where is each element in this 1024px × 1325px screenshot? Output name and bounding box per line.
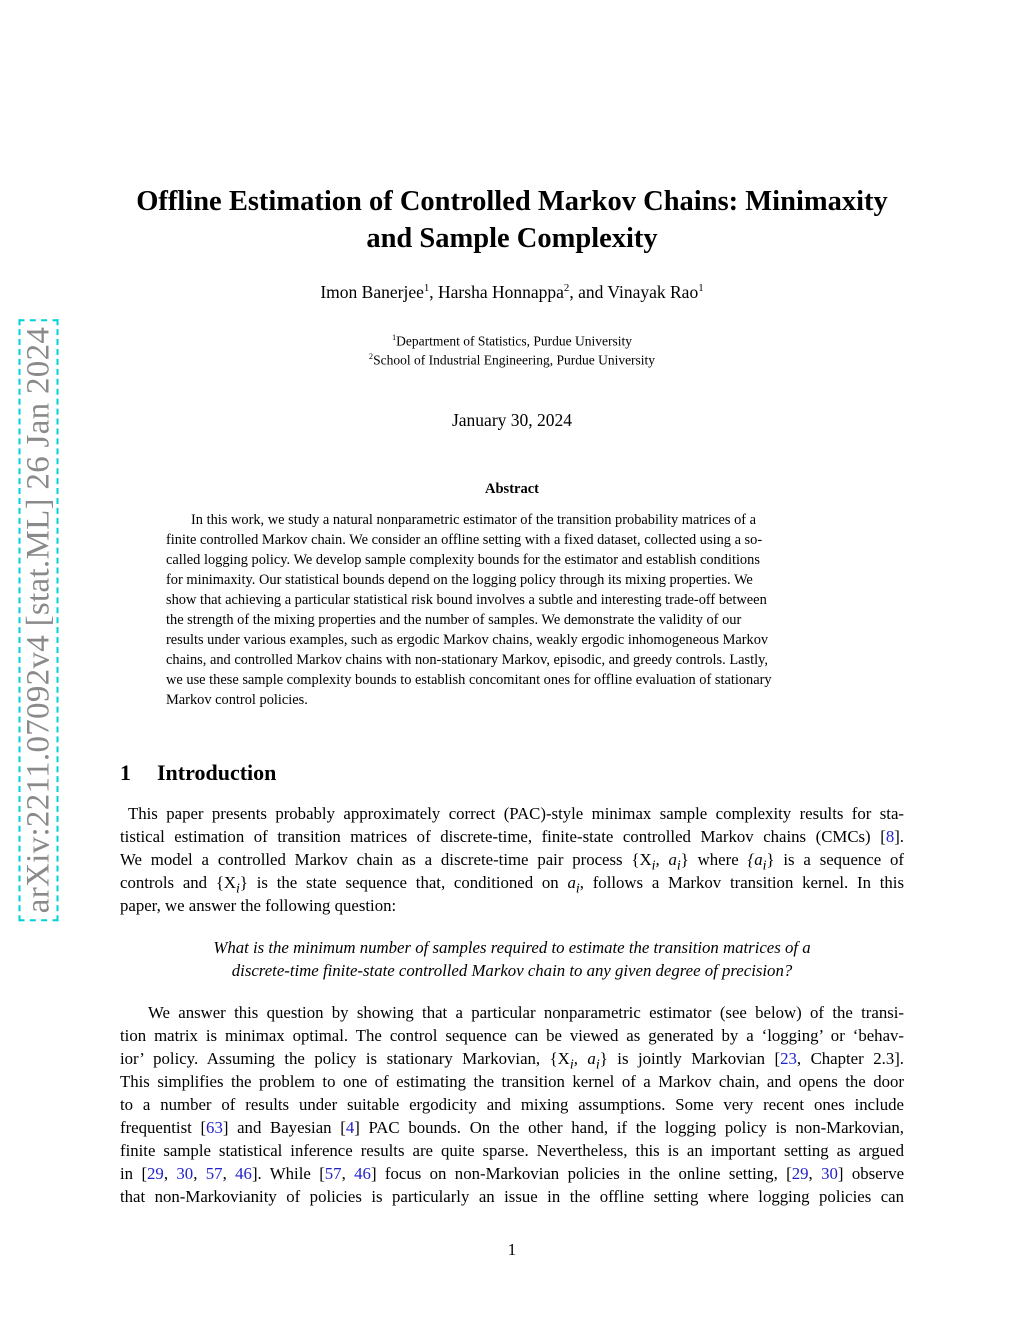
body-line — [120, 873, 904, 897]
math-expression — [215, 873, 248, 897]
body-line — [120, 1164, 904, 1184]
math-run: , a — [655, 850, 677, 869]
arxiv-sidebar — [17, 318, 61, 922]
text-run: , — [808, 1164, 822, 1183]
math-sub: i — [569, 1057, 574, 1073]
math-expression — [549, 1049, 608, 1073]
author-name: Imon Banerjee — [320, 282, 424, 302]
text-run: ] PAC bounds. On the other hand, if the logging policy is non-Markovian, — [354, 1118, 904, 1137]
abstract-line: we use these sample complexity bounds to establish concomitant ones for offline evaluation of stationary — [166, 672, 772, 688]
section-title: Introduction — [157, 760, 277, 785]
affiliation-marker: 1 — [391, 333, 397, 342]
math-run: {X — [215, 873, 237, 892]
paper-date: January 30, 2024 — [451, 410, 573, 430]
body-line: This simplifies the problem to one of estimating the transition kernel of a Markov chain, and opens the door — [120, 1072, 904, 1091]
abstract-line: called logging policy. We develop sample complexity bounds for the estimator and establish conditions — [166, 552, 760, 568]
text-run: , — [341, 1164, 355, 1183]
abstract-heading: Abstract — [485, 481, 539, 497]
author-name: Harsha Honnappa — [438, 282, 564, 302]
text-run: is jointly Markovian [ — [607, 1049, 781, 1068]
math-sub: i — [575, 881, 580, 897]
math-expression — [747, 850, 775, 874]
math-run: } — [599, 1049, 608, 1068]
body-line: We answer this question by showing that a particular nonparametric estimator (see below) of the transi- — [148, 1003, 904, 1022]
body-line: to a number of results under suitable ergodicity and mixing assumptions. Some very recent ones include — [120, 1095, 904, 1114]
body-line: that non-Markovianity of policies is particularly an issue in the offline setting where logging policies can — [120, 1187, 904, 1206]
text-run: ] observe — [837, 1164, 905, 1183]
citation-link[interactable]: 63 — [206, 1118, 223, 1137]
text-run: ]. While [ — [251, 1164, 325, 1183]
math-sub: i — [676, 858, 681, 874]
citation-link[interactable]: 30 — [821, 1164, 838, 1183]
citation-link[interactable]: 29 — [791, 1164, 809, 1183]
body-line: finite sample statistical inference results are quite sparse. Nevertheless, this is an important setting as argued — [120, 1141, 904, 1160]
text-run: ] focus on non-Markovian policies in the online setting, [ — [370, 1164, 792, 1183]
title-line-2: and Sample Complexity — [366, 223, 658, 254]
author-affil-marker: 2 — [563, 282, 570, 295]
abstract-line: show that achieving a particular statistical risk bound involves a subtle and interesting trade-off between — [166, 592, 767, 608]
author-separator: , — [429, 282, 439, 302]
math-run: {X — [549, 1049, 570, 1068]
citation-link[interactable]: 46 — [235, 1164, 252, 1183]
citation-link[interactable]: 8 — [885, 827, 895, 846]
affiliation-marker: 2 — [368, 352, 374, 361]
page-number: 1 — [507, 1240, 517, 1259]
text-run: tistical estimation of transition matrices of discrete-time, finite-state controlled Markov chains (CMCs) [ — [120, 827, 886, 846]
affiliation — [110, 352, 914, 369]
text-run: , follows a Markov transition kernel. In this — [579, 873, 904, 892]
math-run: } — [680, 850, 689, 869]
author-affil-marker: 1 — [698, 282, 704, 295]
text-run: ]. — [894, 827, 904, 846]
math-run: a — [567, 873, 576, 892]
text-run: , — [193, 1164, 206, 1183]
section-number: 1 — [120, 760, 131, 785]
arxiv-identifier[interactable]: arXiv:2211.07092v4 [stat.ML] 26 Jan 2024 — [21, 319, 58, 921]
text-run: controls and — [120, 873, 216, 892]
text-run: is the state sequence that, conditioned on — [247, 873, 568, 892]
text-run: frequentist [ — [120, 1118, 207, 1137]
body-line: tion matrix is minimax optimal. The control sequence can be viewed as generated by a ‘logging’ or ‘behav- — [120, 1026, 904, 1045]
text-run: in [ — [120, 1164, 148, 1183]
affiliation — [110, 333, 914, 350]
math-sub: i — [595, 1057, 600, 1073]
math-expression — [567, 873, 580, 897]
author-name: Vinayak Rao — [607, 282, 699, 302]
citation-link[interactable]: 46 — [354, 1164, 371, 1183]
text-run: where — [688, 850, 748, 869]
author-affil-marker: 1 — [423, 282, 430, 295]
author-separator: , and — [569, 282, 608, 302]
text-run: ior’ policy. Assuming the policy is stationary Markovian, — [120, 1049, 550, 1068]
math-sub: i — [236, 881, 240, 897]
abstract-line: the strength of the mixing properties and the number of samples. We demonstrate the validity of our — [166, 612, 742, 628]
text-run: , — [222, 1164, 236, 1183]
math-expression — [631, 850, 689, 874]
math-run: {a — [747, 850, 763, 869]
math-run: } — [239, 873, 248, 892]
citation-link[interactable]: 57 — [205, 1164, 223, 1183]
body-line: paper, we answer the following question: — [120, 896, 397, 915]
paper-title — [110, 183, 914, 257]
body-line — [120, 850, 904, 874]
citation-link[interactable]: 4 — [345, 1118, 355, 1137]
title-line-1: Offline Estimation of Controlled Markov Chains: Minimaxity — [136, 186, 888, 217]
text-run: We model a controlled Markov chain as a discrete-time pair process — [120, 850, 632, 869]
citation-link[interactable]: 30 — [176, 1164, 194, 1183]
math-run: , a — [573, 1049, 596, 1068]
abstract-line: chains, and controlled Markov chains with non-stationary Markov, episodic, and greedy controls. Lastly, — [166, 652, 768, 668]
research-question: discrete-time finite-state controlled Markov chain to any given degree of precision? — [231, 961, 793, 980]
body-line — [120, 1049, 904, 1073]
text-run: , Chapter 2.3]. — [796, 1049, 904, 1068]
math-sub: i — [651, 858, 656, 874]
text-run: ] and Bayesian [ — [222, 1118, 346, 1137]
math-run: } — [766, 850, 775, 869]
body-line: This paper presents probably approximately correct (PAC)-style minimax sample complexity results for sta- — [128, 804, 904, 823]
text-run: , — [163, 1164, 177, 1183]
citation-link[interactable]: 23 — [780, 1049, 797, 1068]
research-question: What is the minimum number of samples required to estimate the transition matrices of a — [213, 938, 811, 957]
abstract-line: In this work, we study a natural nonparametric estimator of the transition probability matrices of a — [191, 512, 757, 528]
abstract-line: Markov control policies. — [166, 692, 308, 708]
text-run: is a sequence of — [774, 850, 904, 869]
citation-link[interactable]: 57 — [324, 1164, 342, 1183]
abstract-line: for minimaxity. Our statistical bounds depend on the logging policy through its mixing properties. We — [166, 572, 753, 588]
body-line — [120, 827, 904, 847]
affiliation-text: School of Industrial Engineering, Purdue University — [373, 352, 656, 368]
math-run: {X — [631, 850, 652, 869]
author-list — [110, 282, 914, 303]
abstract-line: finite controlled Markov chain. We consider an offline setting with a fixed dataset, collected using a so- — [166, 532, 763, 548]
affiliation-text: Department of Statistics, Purdue University — [396, 333, 633, 349]
body-line — [120, 1118, 904, 1138]
citation-link[interactable]: 29 — [147, 1164, 164, 1183]
math-sub: i — [762, 858, 767, 874]
section-heading — [120, 760, 276, 786]
abstract-line: results under various examples, such as ergodic Markov chains, weakly ergodic inhomogeneous Markov — [166, 632, 769, 648]
